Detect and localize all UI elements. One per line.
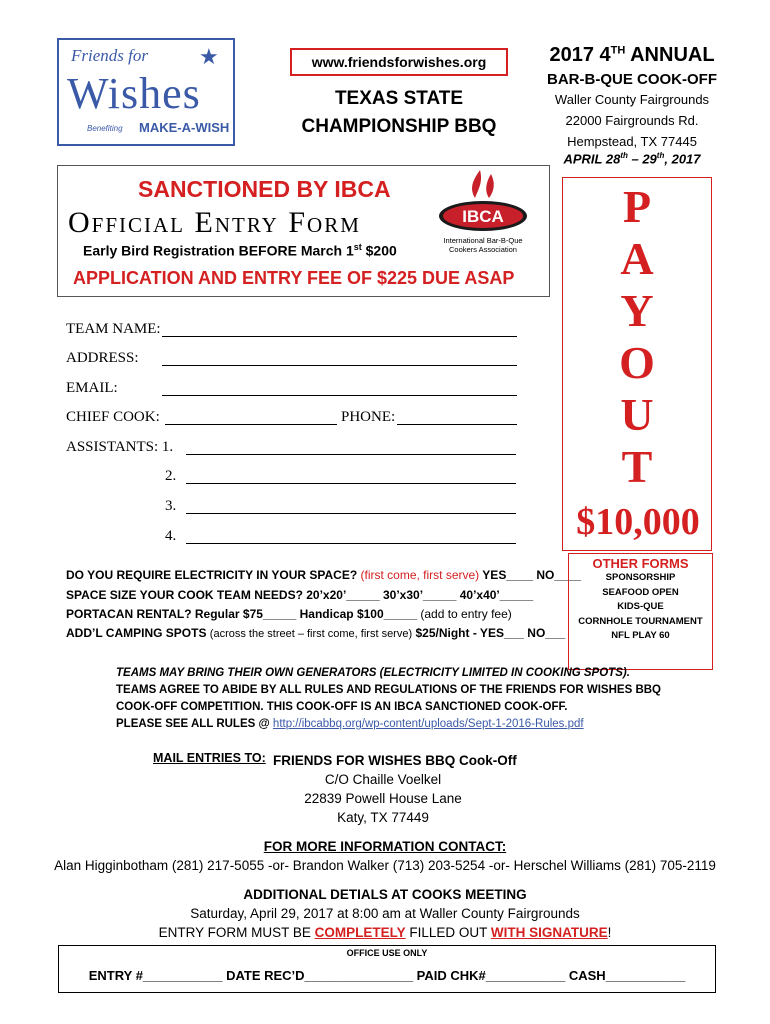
other-form-item: CORNHOLE TOURNAMENT <box>578 615 703 627</box>
note-rules-2: COOK-OFF COMPETITION. THIS COOK-OFF IS AN IBCA SANCTIONED COOK-OFF. <box>116 701 568 713</box>
friends-for-wishes-logo <box>57 38 235 146</box>
sanction-box <box>57 165 550 297</box>
other-form-item: SEAFOOD OPEN <box>602 586 679 598</box>
meeting-when: Saturday, April 29, 2017 at 8:00 am at Waller County Fairgrounds <box>190 906 580 921</box>
ibca-caption-1: International Bar-B-Que <box>443 236 523 245</box>
venue-address: 22000 Fairgrounds Rd. <box>565 113 699 128</box>
website-box: www.friendsforwishes.org <box>290 48 508 76</box>
other-form-item: NFL PLAY 60 <box>611 630 670 641</box>
early-bird: Early Bird Registration BEFORE March 1st $200 <box>83 242 397 259</box>
ibca-text: IBCA <box>462 207 504 226</box>
details-heading: ADDITIONAL DETIALS AT COOKS MEETING <box>243 887 527 902</box>
assistant-2-field[interactable] <box>186 483 516 484</box>
ibca-logo <box>433 166 543 261</box>
email-field[interactable] <box>162 395 517 396</box>
sanction-title: SANCTIONED BY IBCA <box>138 176 391 202</box>
payout-letter: P <box>622 181 652 232</box>
phone-label: PHONE: <box>341 409 396 425</box>
note-rules-1: TEAMS AGREE TO ABIDE BY ALL RULES AND REGULATIONS OF THE FRIENDS FOR WISHES BBQ <box>116 684 661 696</box>
venue: Waller County Fairgrounds <box>554 92 710 107</box>
assistant-3-label: 3. <box>165 498 177 514</box>
team-name-field[interactable] <box>162 336 517 337</box>
mail-co: C/O Chaille Voelkel <box>324 772 442 787</box>
assistant-1-field[interactable] <box>186 454 516 455</box>
mail-city: Katy, TX 77449 <box>337 810 429 825</box>
ibca-caption-2: Cookers Association <box>449 245 517 254</box>
phone-field[interactable] <box>397 424 517 425</box>
camping-question: ADD’L CAMPING SPOTS (across the street – first come, first serve) $25/Night - YES___ NO___ <box>66 626 566 640</box>
mail-name: FRIENDS FOR WISHES BBQ Cook-Off <box>273 753 517 768</box>
event-info <box>538 44 726 166</box>
payout-letter: O <box>619 337 655 388</box>
entry-must: ENTRY FORM MUST BE COMPLETELY FILLED OUT WITH SIGNATURE! <box>158 925 612 940</box>
event-name: BAR-B-QUE COOK-OFF <box>547 71 717 88</box>
note-rules-3: PLEASE SEE ALL RULES @ http://ibcabbq.org/wp-content/uploads/Sept-1-2016-Rules.pdf <box>116 718 584 730</box>
entry-fee: APPLICATION AND ENTRY FEE OF $225 DUE ASAP <box>73 268 515 288</box>
other-forms-heading: OTHER FORMS <box>592 556 689 571</box>
event-subtitle <box>285 85 513 141</box>
address-label: ADDRESS: <box>66 350 139 366</box>
assistant-4-field[interactable] <box>186 543 516 544</box>
email-label: EMAIL: <box>66 380 118 396</box>
logo-benefiting: Benefiting <box>87 124 123 133</box>
portacan-question: PORTACAN RENTAL? Regular $75_____ Handicap $100_____ (add to entry fee) <box>66 607 512 621</box>
other-form-item: KIDS-QUE <box>617 601 664 612</box>
logo-line1: Friends for <box>71 46 148 65</box>
payout-letter: U <box>620 389 654 440</box>
note-generators: TEAMS MAY BRING THEIR OWN GENERATORS (ELECTRICITY LIMITED IN COOKING SPOTS). <box>116 667 630 679</box>
event-dates: APRIL 28th – 29th, 2017 <box>563 151 701 167</box>
contact-names: Alan Higginbotham (281) 217-5055 -or- Brandon Walker (713) 203-5254 -or- Herschel Williams (281) 705-2119 <box>54 858 716 873</box>
space-size-question: SPACE SIZE YOUR COOK TEAM NEEDS? 20’x20’_____ 30’x30’_____ 40’x40’_____ <box>66 588 534 602</box>
chief-cook-label: CHIEF COOK: <box>66 409 160 425</box>
contact-heading: FOR MORE INFORMATION CONTACT: <box>263 839 507 854</box>
mail-street: 22839 Powell House Lane <box>304 791 462 806</box>
payout-box <box>562 177 712 551</box>
team-name-label: TEAM NAME: <box>66 321 161 337</box>
other-forms-box <box>568 553 713 670</box>
subtitle-line1: TEXAS STATE <box>334 88 464 109</box>
form-title: Official Entry Form <box>68 206 361 239</box>
payout-letter: A <box>620 233 654 284</box>
payout-letter: Y <box>620 285 654 336</box>
rules-link[interactable]: http://ibcabbq.org/wp-content/uploads/Sept-1-2016-Rules.pdf <box>272 718 584 730</box>
assistant-2-label: 2. <box>165 468 177 484</box>
logo-line2: Wishes <box>67 69 201 118</box>
payout-amount: $10,000 <box>576 501 700 543</box>
address-field[interactable] <box>162 365 517 366</box>
assistant-4-label: 4. <box>165 528 177 544</box>
electricity-question: DO YOU REQUIRE ELECTRICITY IN YOUR SPACE? (first come, first serve) YES____ NO____ <box>66 568 582 582</box>
office-use-box <box>58 945 716 993</box>
chief-cook-field[interactable] <box>165 424 337 425</box>
venue-city: Hempstead, TX 77445 <box>567 134 697 149</box>
assistant-1-label: ASSISTANTS: 1. <box>66 439 174 455</box>
star-icon: ★ <box>199 44 219 69</box>
annual-heading: 2017 4TH ANNUAL <box>549 44 715 66</box>
logo-make-a-wish: MAKE-A-WISH <box>139 120 230 135</box>
mail-label: MAIL ENTRIES TO: <box>153 751 266 765</box>
office-heading: OFFICE USE ONLY <box>346 948 428 958</box>
payout-letter: T <box>621 441 653 492</box>
assistant-3-field[interactable] <box>186 513 516 514</box>
office-fields: ENTRY #___________ DATE REC’D_______________ PAID CHK#___________ CASH___________ <box>88 968 686 983</box>
subtitle-line2: CHAMPIONSHIP BBQ <box>301 116 497 137</box>
other-form-item: SPONSORSHIP <box>605 572 676 583</box>
